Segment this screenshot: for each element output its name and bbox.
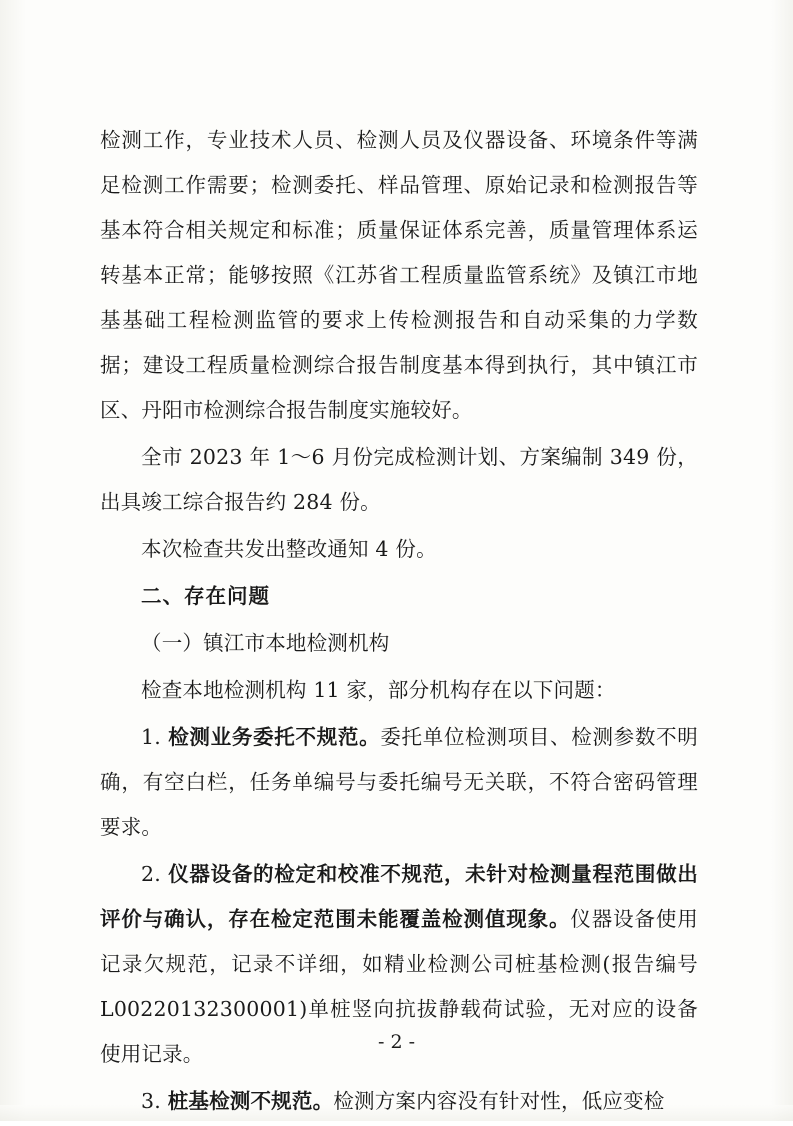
paragraph-statistics: 全市 2023 年 1～6 月份完成检测计划、方案编制 349 份，出具竣工综合报告约 284 份。 <box>100 445 698 514</box>
document-body <box>100 118 698 1126</box>
subsection-heading-local-agencies: （一）镇江市本地检测机构 <box>141 631 390 655</box>
problem-3-number: 3. <box>141 1089 161 1113</box>
problem-2-title: 仪器设备的检定和校准不规范，未针对检测量程范围做出评价与确认，存在检定范围未能覆盖检测值现象。 <box>100 862 699 931</box>
problem-item-1 <box>100 715 698 850</box>
problem-1-number: 1. <box>141 725 161 749</box>
problem-1-title: 检测业务委托不规范。 <box>168 725 381 749</box>
problem-3-detail: 检测方案内容没有针对性，低应变检 <box>333 1089 665 1113</box>
scan-edge-left <box>0 0 26 1121</box>
scan-edge-right <box>771 0 793 1121</box>
problem-3-title: 桩基检测不规范。 <box>167 1089 334 1113</box>
paragraph-inspection-count: 检查本地检测机构 11 家，部分机构存在以下问题： <box>141 678 616 702</box>
paragraph-intro: 检测工作，专业技术人员、检测人员及仪器设备、环境条件等满足检测工作需要；检测委托、样品管理、原始记录和检测报告等基本符合相关规定和标准；质量保证体系完善，质量管理体系运转基本正常；能够按照《江苏省工程质量监管系统》及镇江市地基基础工程检测监管的要求上传检测报告和自动采集的力学数据；建设工程质量检测综合报告制度基本得到执行，其中镇江市区、丹阳市检测综合报告制度实施较好。 <box>100 128 698 422</box>
problem-2-detail: 仪器设备使用记录欠规范，记录不详细，如精业检测公司桩基检测(报告编号 L00220132300001)单桩竖向抗拔静载荷试验，无对应的设备使用记录。 <box>100 907 698 1066</box>
page-number: - 2 - <box>377 1031 415 1053</box>
section-heading-problems: 二、存在问题 <box>141 584 270 608</box>
paragraph-notices: 本次检查共发出整改通知 4 份。 <box>141 537 437 561</box>
problem-1-detail: 委托单位检测项目、检测参数不明确，有空白栏，任务单编号与委托编号无关联，不符合密码管理要求。 <box>100 725 699 839</box>
problem-item-3 <box>100 1079 698 1124</box>
problem-2-number: 2. <box>141 862 161 886</box>
